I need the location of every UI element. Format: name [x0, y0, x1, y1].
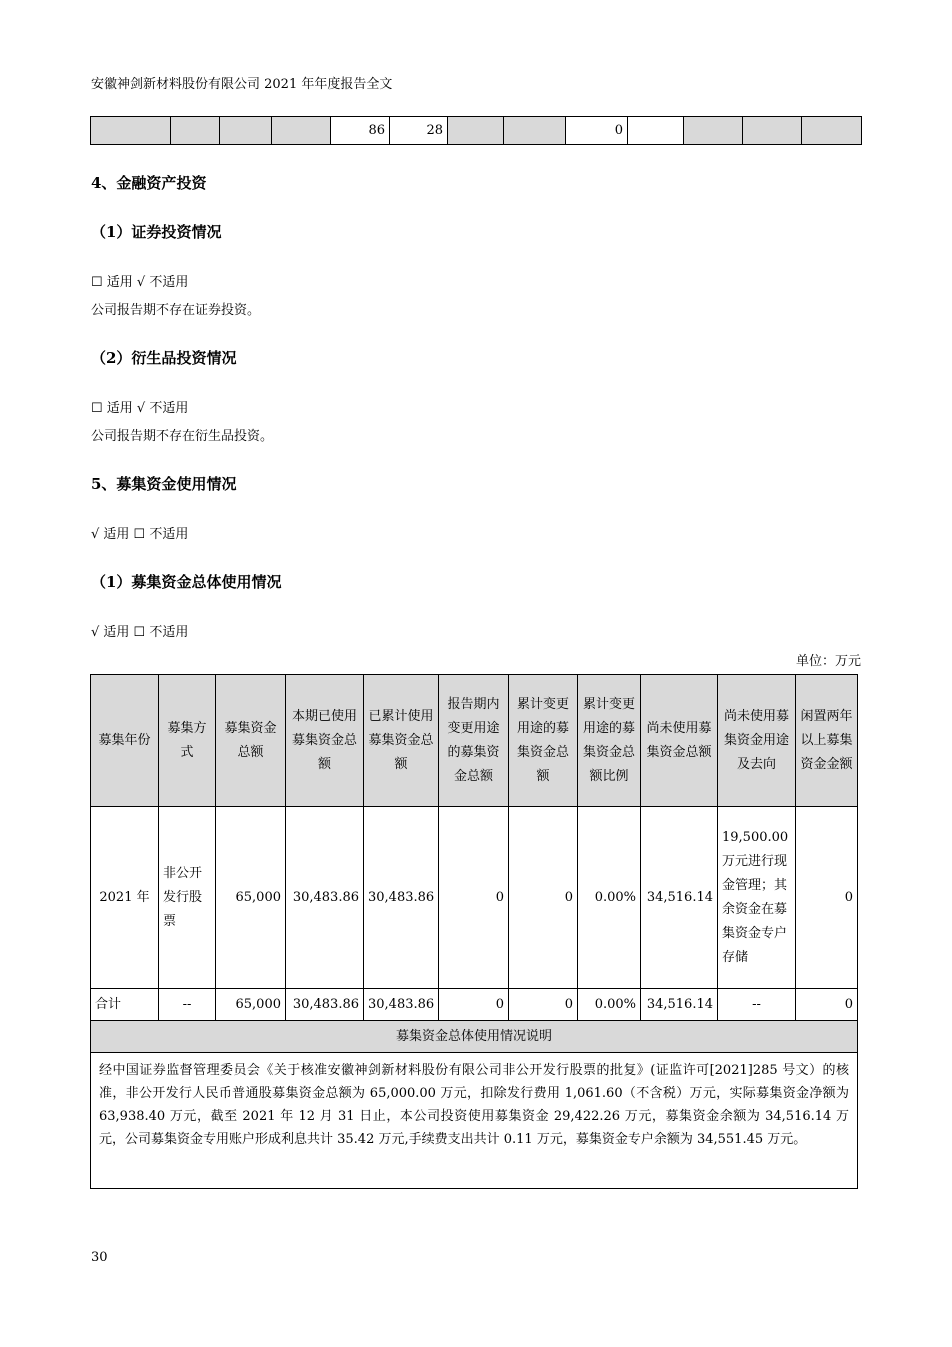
derivatives-text: 公司报告期不存在衍生品投资。: [91, 429, 274, 444]
header-cell: 募集方式: [159, 675, 216, 807]
funds-usage-title: （1）募集资金总体使用情况: [91, 573, 282, 591]
table-cell: 0: [439, 807, 509, 989]
top-cell-value: 0: [566, 117, 628, 145]
total-row: [91, 989, 858, 1021]
page-header: 安徽神剑新材料股份有限公司 2021 年年度报告全文: [91, 77, 393, 92]
top-cell: [504, 117, 566, 145]
continued-table-row: [90, 116, 862, 145]
top-cell-value: 86: [331, 117, 390, 145]
funds-table: [90, 674, 858, 1189]
securities-applicability: ☐ 适用 √ 不适用: [91, 275, 189, 290]
top-cell: [684, 117, 743, 145]
unit-label: 单位：万元: [795, 654, 861, 669]
header-cell: 本期已使用募集资金总额: [286, 675, 364, 807]
table-cell: 30,483.86: [364, 807, 439, 989]
table-cell: 非公开发行股票: [159, 807, 216, 989]
top-cell: [743, 117, 802, 145]
page-number: 30: [91, 1250, 108, 1265]
table-cell: 30,483.86: [286, 989, 364, 1021]
top-cell: [628, 117, 684, 145]
table-cell: 65,000: [216, 807, 286, 989]
header-cell: 累计变更用途的募集资金总额: [509, 675, 578, 807]
description-title: 募集资金总体使用情况说明: [91, 1021, 858, 1053]
table-cell: 0: [509, 807, 578, 989]
table-cell: 30,483.86: [364, 989, 439, 1021]
header-cell: 闲置两年以上募集资金金额: [796, 675, 858, 807]
derivatives-title: （2）衍生品投资情况: [91, 349, 237, 367]
top-cell: [91, 117, 171, 145]
header-cell: 累计变更用途的募集资金总额比例: [578, 675, 641, 807]
header-cell: 募集资金总额: [216, 675, 286, 807]
table-cell: 0.00%: [578, 989, 641, 1021]
securities-title: （1）证券投资情况: [91, 223, 222, 241]
header-cell: 尚未使用募集资金总额: [641, 675, 718, 807]
table-cell: 0: [509, 989, 578, 1021]
table-cell: 合计: [91, 989, 159, 1021]
top-cell: [220, 117, 272, 145]
section5-title: 5、募集资金使用情况: [91, 475, 237, 493]
top-cell: [272, 117, 331, 145]
securities-text: 公司报告期不存在证券投资。: [91, 303, 261, 318]
table-cell: 19,500.00 万元进行现金管理；其余资金在募集资金专户存储: [718, 807, 796, 989]
table-cell: 0.00%: [578, 807, 641, 989]
table-cell: 30,483.86: [286, 807, 364, 989]
description-text: 经中国证券监督管理委员会《关于核准安徽神剑新材料股份有限公司非公开发行股票的批复》(证监许可[2021]285 号文）的核准，非公开发行人民币普通股募集资金总额为 65,000.00 万元，扣除发行费用 1,061.60（不含税）万元，实际募集资金净额为 63,938.40 万元，截至 2021 年 12 月 31 日止，本公司投资使用募集资金 29,422.26 万元，募集资金余额为 34,516.14 万元，公司募集资金专用账户形成利息共计 35.42 万元,手续费支出共计 0.11 万元，募集资金专户余额为 34,551.45 万元。: [91, 1053, 858, 1189]
table-cell: 65,000: [216, 989, 286, 1021]
header-cell: 募集年份: [91, 675, 159, 807]
table-row: [91, 807, 858, 989]
section4-title: 4、金融资产投资: [91, 174, 207, 192]
derivatives-applicability: ☐ 适用 √ 不适用: [91, 401, 189, 416]
table-cell: 34,516.14: [641, 989, 718, 1021]
header-cell: 尚未使用募集资金用途及去向: [718, 675, 796, 807]
table-cell: 34,516.14: [641, 807, 718, 989]
header-cell: 已累计使用募集资金总额: [364, 675, 439, 807]
top-cell-value: 28: [390, 117, 448, 145]
table-cell: 2021 年: [91, 807, 159, 989]
section5-applicability: √ 适用 ☐ 不适用: [91, 527, 189, 542]
top-cell: [448, 117, 504, 145]
top-cell: [171, 117, 220, 145]
table-cell: --: [159, 989, 216, 1021]
table-cell: 0: [439, 989, 509, 1021]
table-cell: 0: [796, 807, 858, 989]
table-cell: 0: [796, 989, 858, 1021]
funds-usage-applicability: √ 适用 ☐ 不适用: [91, 625, 189, 640]
header-cell: 报告期内变更用途的募集资金总额: [439, 675, 509, 807]
table-cell: --: [718, 989, 796, 1021]
top-cell: [802, 117, 862, 145]
